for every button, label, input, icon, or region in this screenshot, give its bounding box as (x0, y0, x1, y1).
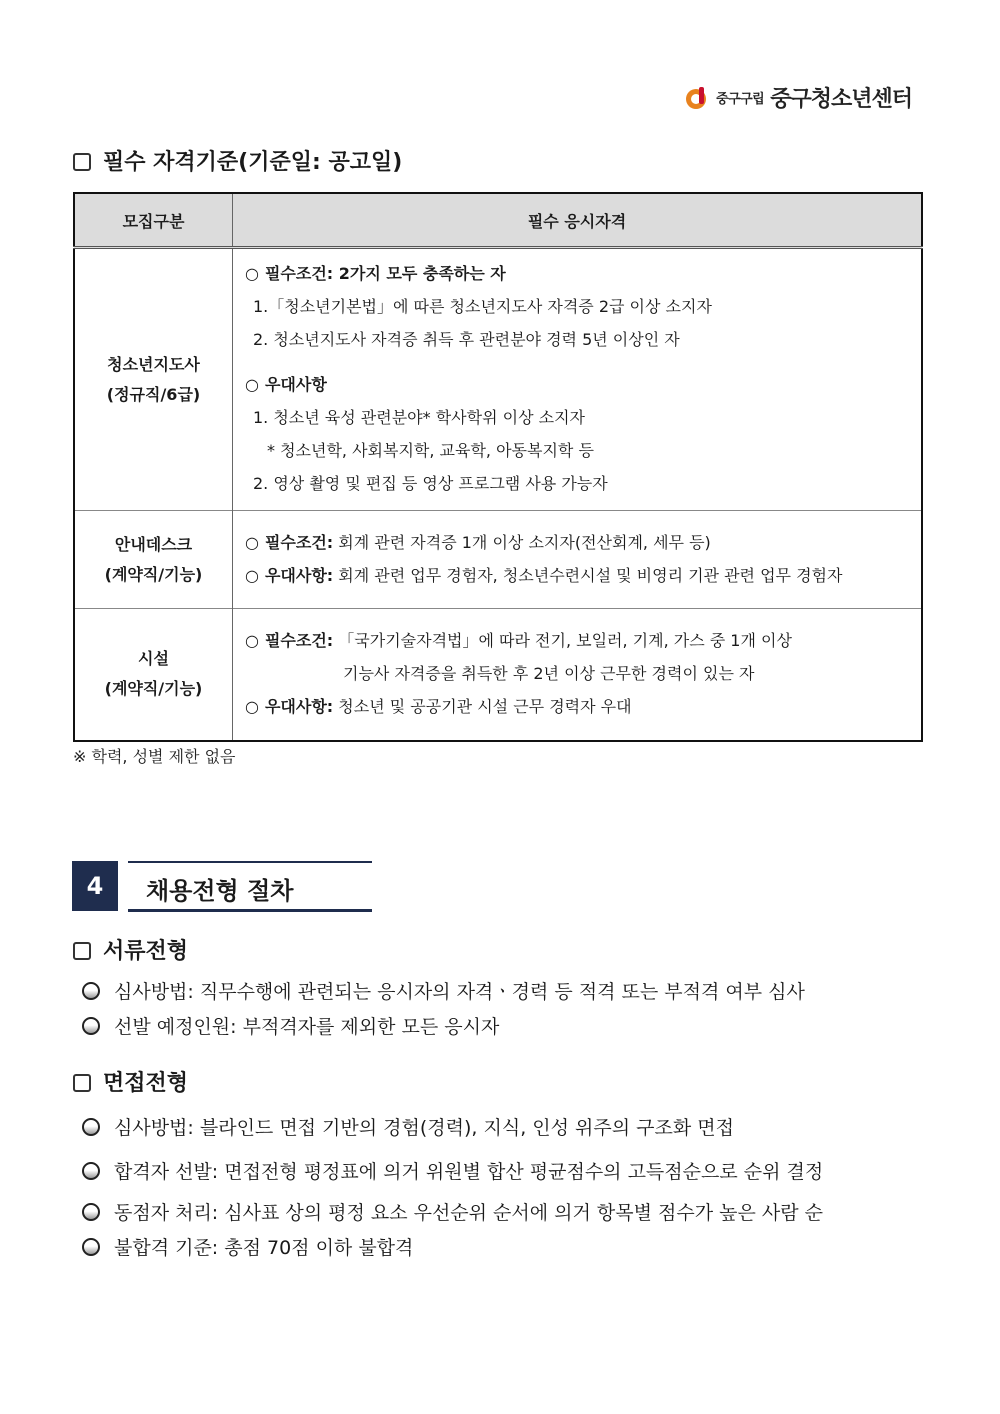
qualification-cell (233, 248, 923, 511)
requirements-table (73, 192, 923, 742)
category-type: (정규직/6급) (106, 384, 201, 404)
preferred-text: 청소년 및 공공기관 시설 근무 경력자 우대 (338, 696, 632, 716)
preferred-footnote: * 청소년학, 사회복지학, 교육학, 아동복지학 등 (267, 441, 594, 460)
checkbox-square-icon (73, 153, 91, 171)
category-name: 청소년지도사 (107, 354, 200, 374)
interview-heading-text: 면접전형 (103, 1071, 189, 1096)
category-name: 안내데스크 (114, 534, 193, 554)
bullet-circle-icon (82, 982, 100, 1000)
required-line: ○ 필수조건: 「국가기술자격법」에 따라 전기, 보일러, 기계, 가스 중 1개 이상 (245, 630, 792, 650)
preferred-line: ○ 우대사항: 회계 관련 업무 경험자, 청소년수련시설 및 비영리 기관 관련 업무 경험자 (245, 565, 843, 585)
col-header-qualification: 필수 응시자격 (233, 193, 923, 248)
requirements-heading-text: 필수 자격기준(기준일: 공고일) (103, 150, 403, 175)
category-cell (74, 511, 233, 609)
logo-mark-icon (684, 85, 710, 111)
preferred-label: ○ 우대사항 (245, 375, 327, 394)
required-text: 회계 관련 자격증 1개 이상 소지자(전산회계, 세무 등) (338, 532, 711, 552)
category-cell (74, 609, 233, 741)
list-item: 합격자 선발: 면접전형 평정표에 의거 위원별 합산 평균점수의 고득점순으로 순위 결정 (82, 1157, 823, 1184)
bullet-circle-icon (82, 1238, 100, 1256)
section-title-bar (128, 861, 372, 912)
preferred-item: 2. 영상 촬영 및 편집 등 영상 프로그램 사용 가능자 (253, 474, 608, 493)
col-header-category: 모집구분 (74, 193, 233, 248)
required-label: 필수조건: (264, 630, 334, 650)
requirements-heading (73, 145, 402, 176)
table-row (74, 511, 922, 609)
list-item: 심사방법: 블라인드 면접 기반의 경험(경력), 지식, 인성 위주의 구조화 면접 (82, 1113, 734, 1140)
interview-heading (73, 1066, 188, 1097)
list-item: 불합격 기준: 총점 70점 이하 불합격 (82, 1233, 413, 1260)
qualification-cell (233, 609, 923, 741)
required-text: 「국가기술자격법」에 따라 전기, 보일러, 기계, 가스 중 1개 이상 (338, 630, 792, 650)
preferred-text: 회계 관련 업무 경험자, 청소년수련시설 및 비영리 기관 관련 업무 경험자 (338, 565, 843, 585)
required-line: ○ 필수조건: 회계 관련 자격증 1개 이상 소지자(전산회계, 세무 등) (245, 532, 711, 552)
list-item: 심사방법: 직무수행에 관련되는 응시자의 자격ㆍ경력 등 적격 또는 부적격 여부 심사 (82, 977, 805, 1004)
list-item: 선발 예정인원: 부적격자를 제외한 모든 응시자 (82, 1012, 499, 1039)
requirements-note: ※ 학력, 성별 제한 없음 (73, 747, 236, 766)
required-item: 2. 청소년지도사 자격증 취득 후 관련분야 경력 5년 이상인 자 (253, 330, 680, 349)
bullet-circle-icon (82, 1017, 100, 1035)
bullet-circle-icon (82, 1203, 100, 1221)
section-number-badge: 4 (72, 861, 118, 911)
required-item: 1.「청소년기본법」에 따른 청소년지도사 자격증 2급 이상 소지자 (253, 297, 712, 316)
section-title: 채용전형 절차 (146, 877, 294, 905)
checkbox-square-icon (73, 1074, 91, 1092)
preferred-label: 우대사항: (264, 696, 334, 716)
category-type: (계약직/기능) (104, 679, 203, 699)
document-screening-heading-text: 서류전형 (103, 939, 189, 964)
category-cell (74, 248, 233, 511)
logo-big-text: 중구청소년센터 (770, 87, 912, 112)
required-text-continued: 기능사 자격증을 취득한 후 2년 이상 근무한 경력이 있는 자 (343, 663, 755, 683)
document-screening-heading (73, 934, 188, 965)
required-label: ○ 필수조건: 2가지 모두 충족하는 자 (245, 264, 506, 283)
bullet-circle-icon (82, 1118, 100, 1136)
required-label: 필수조건: (264, 532, 334, 552)
table-header-row (74, 193, 922, 248)
preferred-line: ○ 우대사항: 청소년 및 공공기관 시설 근무 경력자 우대 (245, 696, 632, 716)
logo-small-text: 중구구립 (716, 92, 765, 107)
center-logo (684, 82, 912, 113)
list-item: 동점자 처리: 심사표 상의 평정 요소 우선순위 순서에 의거 항목별 점수가 높은 사람 순 (82, 1198, 823, 1225)
category-name: 시설 (138, 649, 169, 669)
bullet-circle-icon (82, 1162, 100, 1180)
table-row (74, 248, 922, 511)
preferred-label: 우대사항: (264, 565, 334, 585)
preferred-item: 1. 청소년 육성 관련분야* 학사학위 이상 소지자 (253, 408, 585, 427)
category-type: (계약직/기능) (104, 564, 203, 584)
checkbox-square-icon (73, 942, 91, 960)
qualification-cell (233, 511, 923, 609)
table-row (74, 609, 922, 741)
